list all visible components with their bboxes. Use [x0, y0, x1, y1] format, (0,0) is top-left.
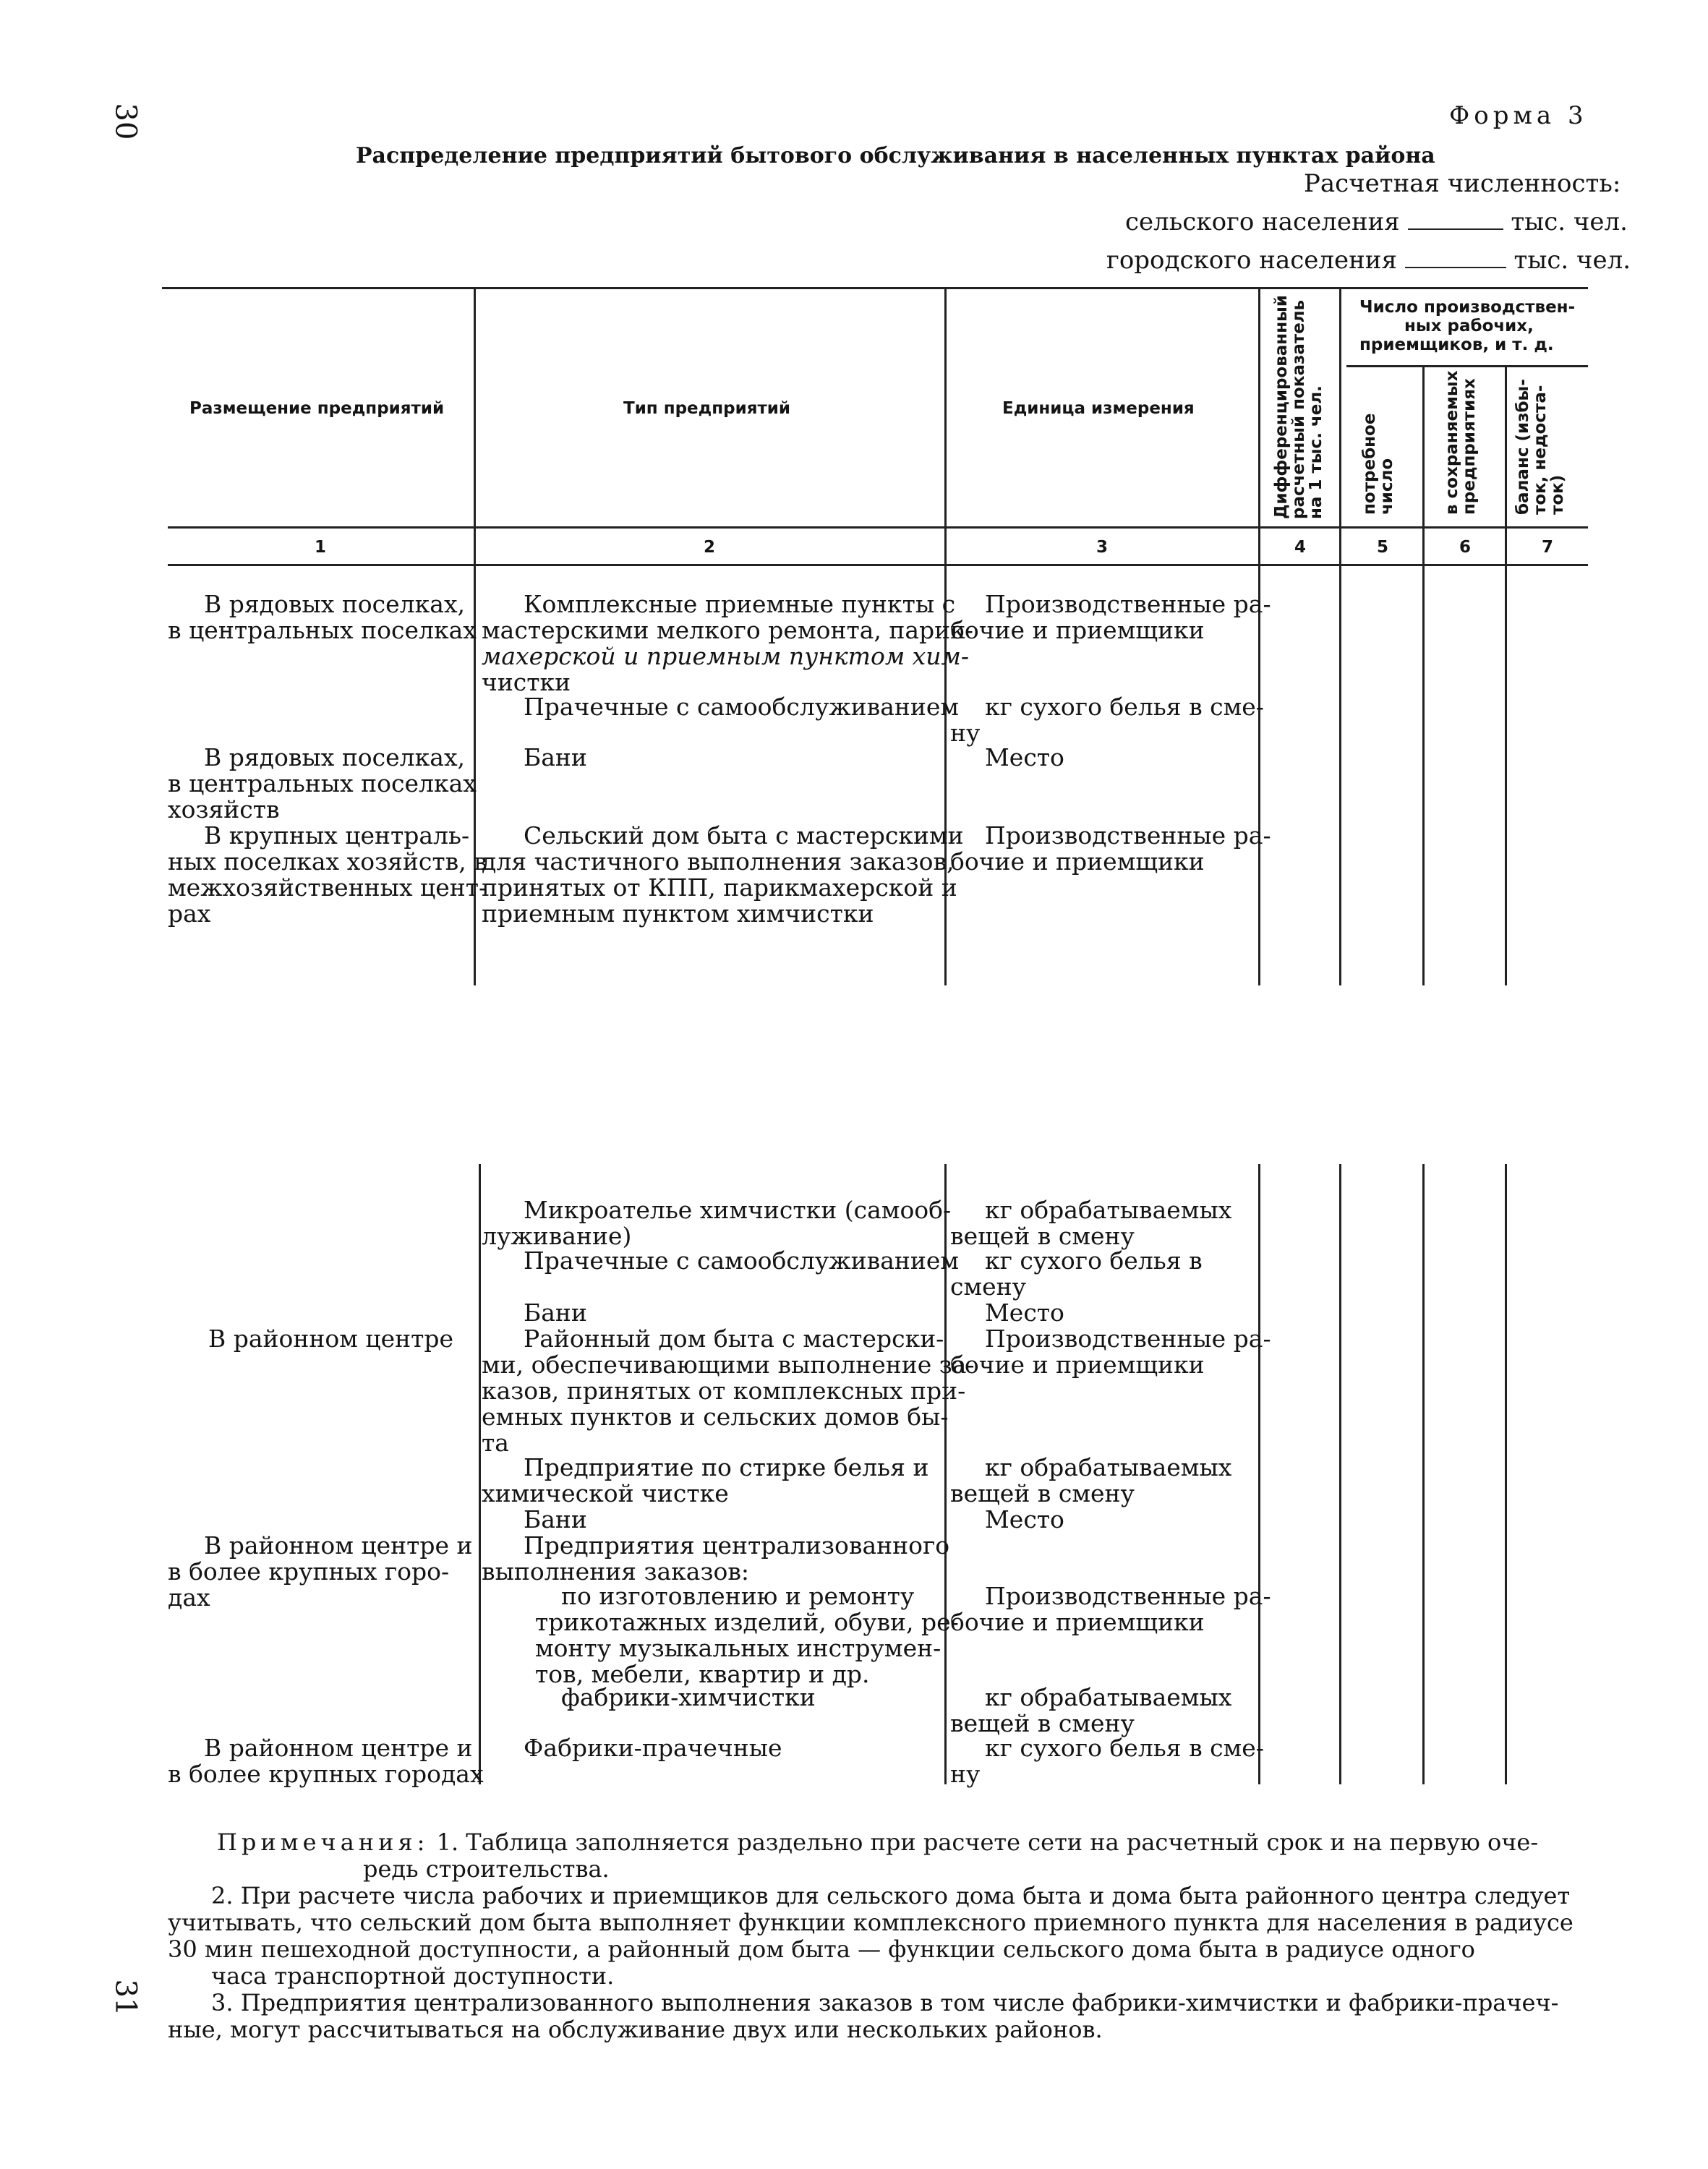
- table-row: Микроателье химчистки (самооб- луживание): [482, 1196, 952, 1250]
- header-required-line-1: потребное: [1360, 413, 1379, 515]
- urban-population-line: [1106, 246, 1631, 275]
- header-unit: Единица измерения: [1002, 399, 1195, 418]
- header-group-line-3: приемщиков, и т. д.: [1359, 335, 1554, 354]
- table-row: В районном центре и в более крупных городах: [168, 1734, 484, 1788]
- table-row: В рядовых поселках, в центральных поселках хозяйств: [168, 743, 477, 823]
- header-balance-line-1: баланс (избы-: [1513, 379, 1532, 515]
- urban-population-label: городского населения: [1106, 246, 1397, 275]
- table-row: Бани: [524, 1299, 587, 1327]
- table-row: Предприятие по стирке белья и химической чистке: [482, 1453, 929, 1507]
- table-row: фабрики-химчистки: [561, 1683, 816, 1711]
- column-number-5: 5: [1377, 538, 1389, 557]
- urban-population-unit: тыс. чел.: [1513, 246, 1631, 275]
- table-row: В районном центре и в более крупных горо- дах: [168, 1531, 473, 1612]
- table-row: Прачечные с самообслуживанием: [524, 693, 960, 721]
- column-number-3: 3: [1096, 538, 1109, 557]
- rural-population-line: [1125, 208, 1628, 236]
- notes: Примечания: 1. Таблица заполняется раздельно при расчете сети на расчетный срок и на первую оче- редь строительства. 2. При расчете числа рабочих и приемщиков для сельского дома быта и дома быта районного центра следует учитывать, что сельский дом быта выполняет функции комплексного приемного пункта для населения в радиусе 30 мин пешеходной доступности, а районный дом быта — функции сельского дома быта в радиусе одного часа транспортной доступности. 3. Предприятия централизованного выполнения заказов в том числе фабрики-химчистки и фабрики-прачеч- ные, могут рассчитываться на обслуживание двух или нескольких районов.: [168, 1828, 1574, 2043]
- header-required-line-2: число: [1378, 458, 1396, 515]
- header-indicator-line-2: расчетный показатель: [1289, 299, 1308, 519]
- page-number-top: 30: [108, 103, 142, 140]
- header-balance-line-2: ток, недоста-: [1531, 385, 1550, 515]
- notes-label: Примечания:: [217, 1828, 430, 1856]
- numbers-bottom-rule: [168, 564, 1588, 566]
- group-header-rule: [1346, 365, 1588, 367]
- rural-population-blank: [1408, 210, 1503, 230]
- rural-population-unit: тыс. чел.: [1511, 208, 1628, 236]
- header-group-line-2: ных рабочих,: [1404, 317, 1534, 335]
- table-row: Бани: [524, 1505, 587, 1533]
- header-group-line-1: Число производствен-: [1359, 298, 1576, 317]
- table-row: Прачечные с самообслуживанием: [524, 1246, 960, 1275]
- table-row: В крупных централь- ных поселках хозяйств, в межхозяйственных цент- рах: [168, 821, 487, 928]
- form-label: Форма 3: [1449, 101, 1588, 130]
- header-retained-line-1: в сохраняемых: [1443, 370, 1461, 515]
- column-number-1: 1: [315, 538, 327, 557]
- page-number-bottom: 31: [108, 1979, 142, 2016]
- header-placement: Размещение предприятий: [189, 399, 445, 418]
- header-balance-line-3: ток): [1548, 474, 1567, 515]
- table-row: В рядовых поселках, в центральных поселках: [168, 590, 477, 644]
- column-number-6: 6: [1459, 538, 1472, 557]
- population-label: Расчетная численность:: [1304, 169, 1621, 198]
- header-indicator-line-3: на 1 тыс. чел.: [1307, 385, 1325, 519]
- table-row: В районном центре: [208, 1325, 454, 1353]
- column-number-7: 7: [1542, 538, 1554, 557]
- table-top-rule: [162, 287, 1588, 289]
- urban-population-blank: [1405, 248, 1506, 268]
- column-number-2: 2: [704, 538, 716, 557]
- page-title: Распределение предприятий бытового обслуживания в населенных пунктах района: [356, 143, 1435, 168]
- header-retained-line-2: предприятиях: [1460, 378, 1479, 515]
- header-indicator-line-1: Дифференцированный: [1272, 295, 1291, 519]
- header-bottom-rule: [168, 526, 1588, 529]
- rural-population-label: сельского населения: [1125, 208, 1400, 236]
- column-number-4: 4: [1294, 538, 1307, 557]
- table-row: по изготовлению и ремонту трикотажных изделий, обуви, ре- монту музыкальных инструмен- тов, мебели, квартир и др.: [535, 1582, 959, 1688]
- header-type: Тип предприятий: [623, 399, 791, 418]
